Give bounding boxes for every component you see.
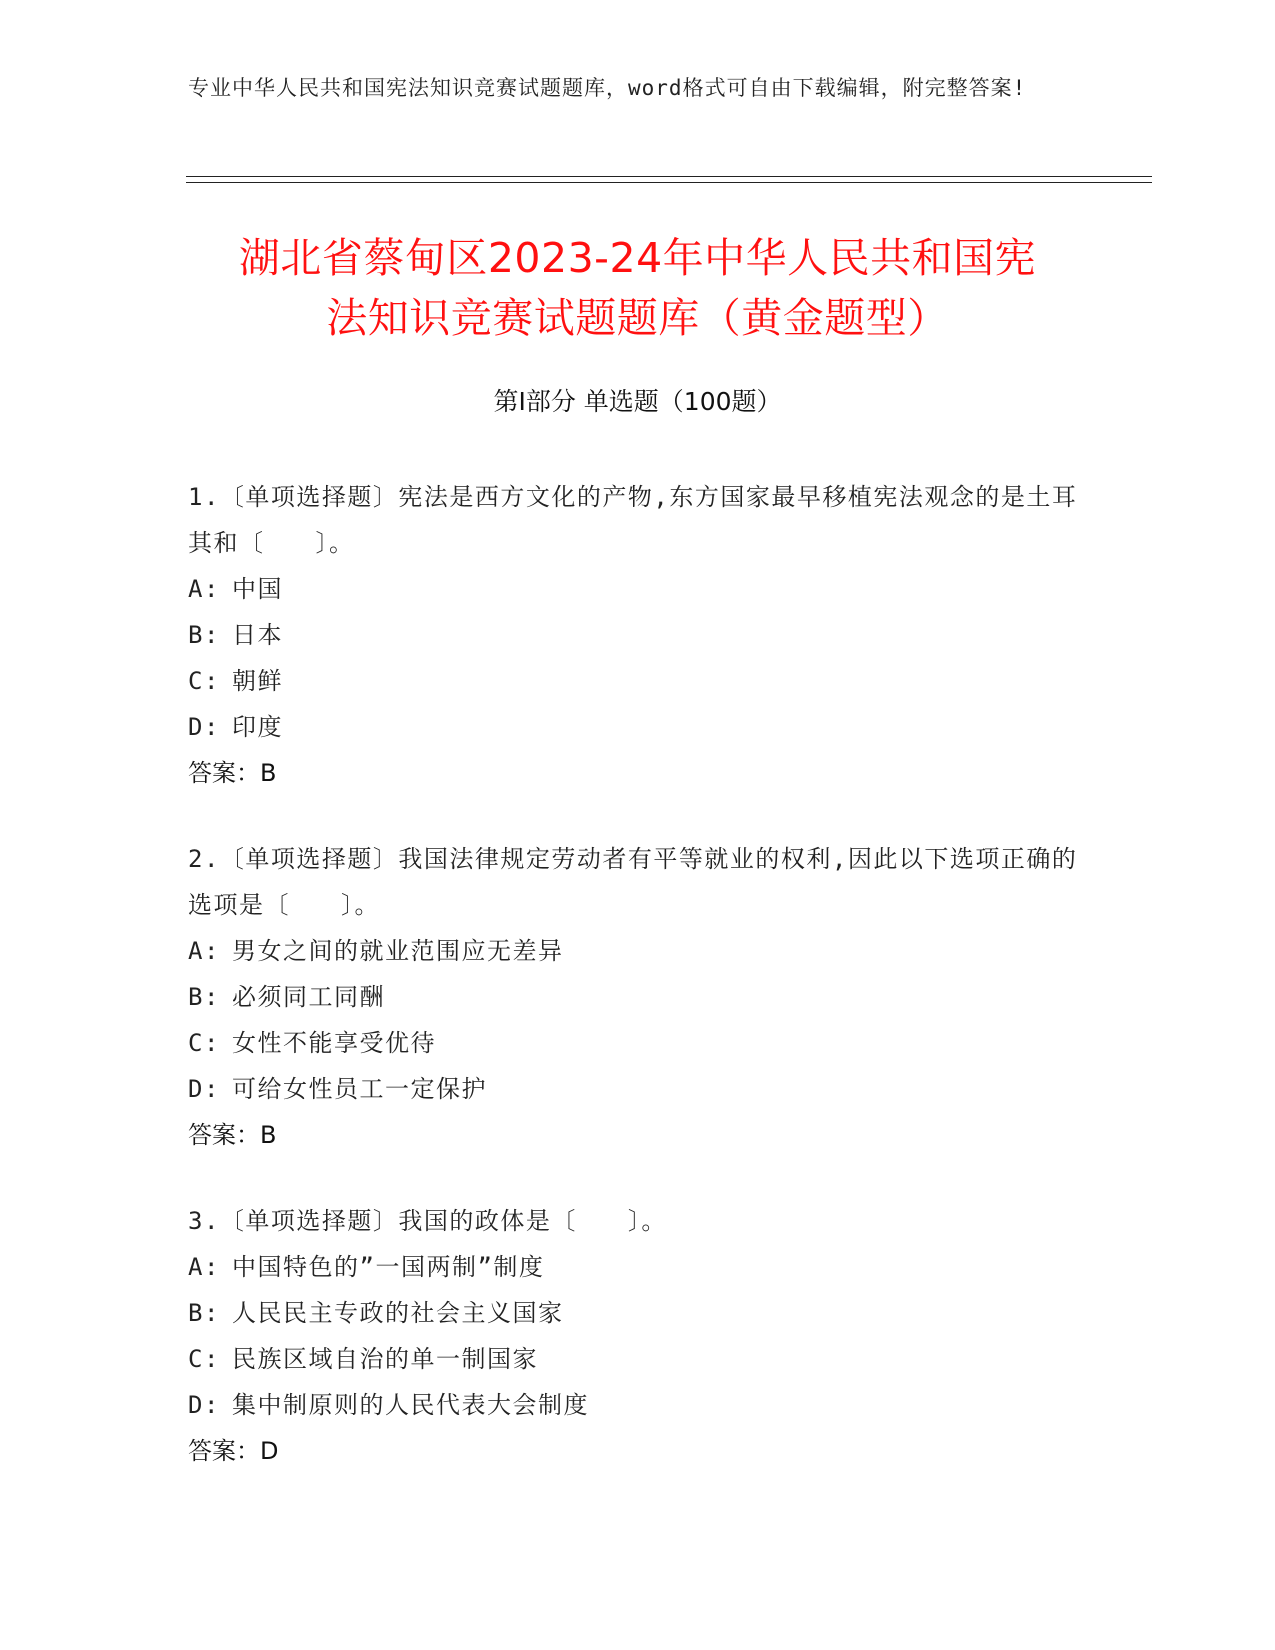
section-heading: 第Ⅰ部分 单选题（100题） [493, 387, 782, 416]
document-title-line-1: 湖北省蔡甸区2023-24年中华人民共和国宪 [238, 234, 1037, 282]
option-text: 朝鲜 [232, 667, 283, 695]
option-letter: C: [188, 1345, 220, 1373]
option-text: 日本 [232, 621, 283, 649]
option-d [188, 1066, 1088, 1112]
answer-line: 答案：D [188, 1437, 279, 1465]
question-2 [188, 836, 1088, 1158]
option-text: 必须同工同酬 [232, 983, 385, 1011]
question-stem: 2.〔单项选择题〕我国法律规定劳动者有平等就业的权利,因此以下选项正确的选项是〔 〕。 [188, 845, 1078, 919]
option-letter: A: [188, 575, 220, 603]
question-3 [188, 1198, 1088, 1474]
option-a [188, 566, 1088, 612]
option-text: 集中制原则的人民代表大会制度 [232, 1391, 589, 1419]
question-list [188, 474, 1088, 1514]
option-letter: D: [188, 1391, 220, 1419]
option-letter: A: [188, 1253, 220, 1281]
document-title-line-2: 法知识竞赛试题题库（黄金题型） [326, 294, 949, 342]
option-letter: C: [188, 1029, 220, 1057]
option-letter: D: [188, 1075, 220, 1103]
option-letter: D: [188, 713, 220, 741]
header-divider-top [186, 176, 1152, 177]
answer-line: 答案：B [188, 1121, 277, 1149]
option-text: 女性不能享受优待 [232, 1029, 436, 1057]
option-b [188, 1290, 1088, 1336]
question-stem: 1.〔单项选择题〕宪法是西方文化的产物,东方国家最早移植宪法观念的是土耳其和〔 〕。 [188, 483, 1078, 557]
option-a [188, 1244, 1088, 1290]
option-c [188, 1336, 1088, 1382]
header-note: 专业中华人民共和国宪法知识竞赛试题题库，word格式可自由下载编辑，附完整答案! [188, 76, 1027, 100]
answer-line: 答案：B [188, 759, 277, 787]
option-d [188, 1382, 1088, 1428]
option-letter: B: [188, 983, 220, 1011]
option-letter: B: [188, 621, 220, 649]
option-b [188, 612, 1088, 658]
option-c [188, 1020, 1088, 1066]
option-text: 男女之间的就业范围应无差异 [232, 937, 564, 965]
option-letter: B: [188, 1299, 220, 1327]
option-text: 印度 [232, 713, 283, 741]
option-text: 人民民主专政的社会主义国家 [232, 1299, 564, 1327]
question-stem: 3.〔单项选择题〕我国的政体是〔 〕。 [188, 1207, 667, 1235]
option-b [188, 974, 1088, 1020]
document-title [150, 228, 1125, 348]
header-divider-bottom [186, 182, 1152, 183]
option-d [188, 704, 1088, 750]
option-letter: A: [188, 937, 220, 965]
option-a [188, 928, 1088, 974]
option-text: 中国 [232, 575, 283, 603]
option-text: 民族区域自治的单一制国家 [232, 1345, 538, 1373]
option-letter: C: [188, 667, 220, 695]
option-c [188, 658, 1088, 704]
question-1 [188, 474, 1088, 796]
option-text: 中国特色的”一国两制”制度 [232, 1253, 545, 1281]
option-text: 可给女性员工一定保护 [232, 1075, 487, 1103]
